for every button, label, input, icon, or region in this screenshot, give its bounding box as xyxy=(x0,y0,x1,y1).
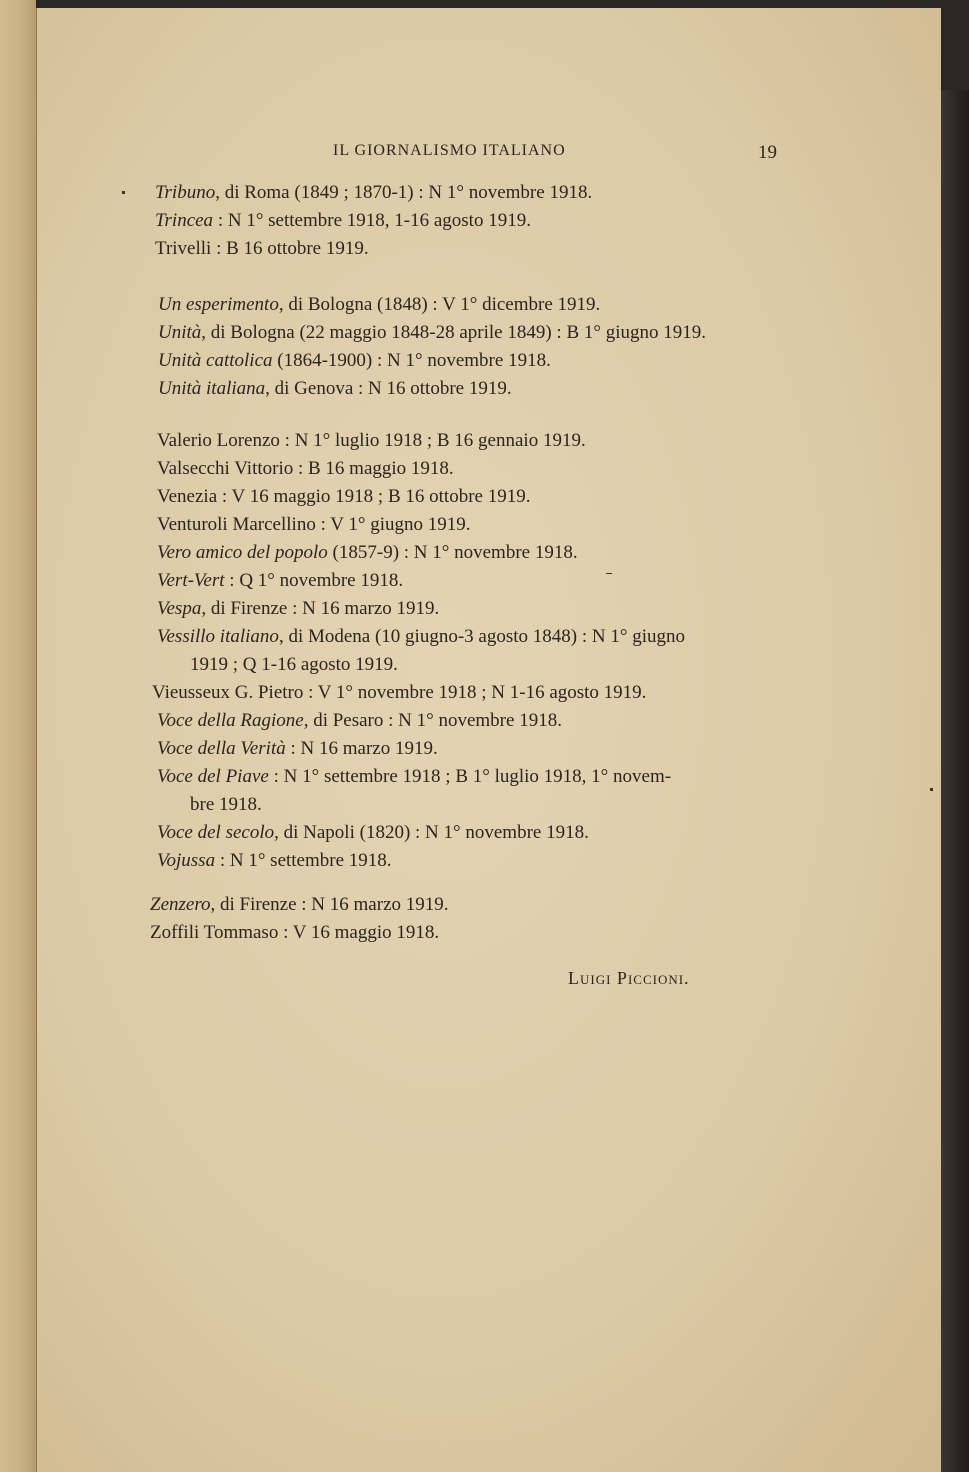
entry-title: Un esperimento xyxy=(158,294,279,315)
entry-line xyxy=(155,180,592,206)
entry-details: (1857-9) : N 1° novembre 1918. xyxy=(327,542,578,563)
entry-line xyxy=(157,596,439,622)
entry-line xyxy=(157,820,589,846)
entry-details: , di Bologna (1848) : V 1° dicembre 1919. xyxy=(278,294,601,315)
author-signature: Luigi Piccioni. xyxy=(568,968,690,988)
entry-line xyxy=(190,652,398,678)
entry-details: : Q 1° novembre 1918. xyxy=(224,570,404,591)
entry-line xyxy=(155,208,531,234)
entry-details: , di Napoli (1820) : N 1° novembre 1918. xyxy=(274,822,589,843)
entry-title: Vessillo italiano xyxy=(157,626,279,647)
entry-details: 1919 ; Q 1-16 agosto 1919. xyxy=(190,654,398,675)
running-title: IL GIORNALISMO ITALIANO xyxy=(333,142,566,159)
entry-line xyxy=(158,348,551,374)
entry-line xyxy=(157,624,685,650)
entry-line xyxy=(158,292,600,318)
ink-speck xyxy=(122,191,125,194)
entry-line xyxy=(157,456,454,482)
entry-details: : N 1° settembre 1918. xyxy=(215,850,392,871)
entry-line xyxy=(150,892,449,918)
book-spine xyxy=(0,0,36,1472)
entry-line xyxy=(157,848,392,874)
entry-title: Vert-Vert xyxy=(157,570,225,591)
entry-details: Trivelli : B 16 ottobre 1919. xyxy=(155,238,369,259)
entry-details: Valsecchi Vittorio : B 16 maggio 1918. xyxy=(157,458,454,479)
entry-line xyxy=(155,236,369,262)
entry-title: Voce della Verità xyxy=(157,738,286,759)
entry-line xyxy=(157,568,403,594)
entry-line xyxy=(152,680,646,706)
entry-title: Vespa xyxy=(157,598,202,619)
entry-details: Valerio Lorenzo : N 1° luglio 1918 ; B 16 gennaio 1919. xyxy=(157,430,586,451)
entry-details: Venezia : V 16 maggio 1918 ; B 16 ottobre 1919. xyxy=(157,486,531,507)
entry-details: bre 1918. xyxy=(190,794,262,815)
entry-details: Venturoli Marcellino : V 1° giugno 1919. xyxy=(157,514,471,535)
entry-details: , di Genova : N 16 ottobre 1919. xyxy=(265,378,512,399)
entry-details: : N 1° settembre 1918 ; B 1° luglio 1918, 1° novem- xyxy=(268,766,672,787)
page-edge-shadow xyxy=(941,90,969,1472)
entry-details: : N 16 marzo 1919. xyxy=(285,738,438,759)
entry-title: Unità cattolica xyxy=(158,350,273,371)
entry-title: Vero amico del popolo xyxy=(157,542,328,563)
ink-speck xyxy=(930,788,933,791)
entry-line xyxy=(157,764,671,790)
entry-line xyxy=(157,484,530,510)
entry-details: , di Modena (10 giugno-3 agosto 1848) : N 1° giugno xyxy=(278,626,685,647)
entry-details: , di Bologna (22 maggio 1848-28 aprile 1849) : B 1° giugno 1919. xyxy=(201,322,706,343)
entry-title: Unità italiana xyxy=(158,378,266,399)
entry-title: Zenzero xyxy=(150,894,211,915)
entry-details: , di Roma (1849 ; 1870-1) : N 1° novembre 1918. xyxy=(215,182,593,203)
entry-details: , di Firenze : N 16 marzo 1919. xyxy=(210,894,449,915)
entry-line xyxy=(157,540,578,566)
entry-details: , di Firenze : N 16 marzo 1919. xyxy=(201,598,440,619)
page-number: 19 xyxy=(758,142,777,163)
entry-title: Unità xyxy=(158,322,202,343)
entry-line xyxy=(158,376,512,402)
entry-details: : N 1° settembre 1918, 1-16 agosto 1919. xyxy=(213,210,531,231)
entry-line xyxy=(157,428,586,454)
entry-title: Voce del Piave xyxy=(157,766,269,787)
entry-line xyxy=(190,792,262,818)
entry-line xyxy=(157,512,471,538)
entry-details: Vieusseux G. Pietro : V 1° novembre 1918 ; N 1-16 agosto 1919. xyxy=(152,682,647,703)
entry-details: Zoffili Tommaso : V 16 maggio 1918. xyxy=(150,922,440,943)
entry-title: Vojussa xyxy=(157,850,216,871)
entry-details: (1864-1900) : N 1° novembre 1918. xyxy=(272,350,551,371)
entry-title: Tribuno xyxy=(155,182,216,203)
entry-line xyxy=(157,736,438,762)
entry-line xyxy=(158,320,706,346)
entry-title: Trincea xyxy=(155,210,214,231)
entry-title: Voce della Ragione xyxy=(157,710,304,731)
entry-details: , di Pesaro : N 1° novembre 1918. xyxy=(303,710,562,731)
entry-line xyxy=(157,708,562,734)
entry-title: Voce del secolo xyxy=(157,822,275,843)
entry-line xyxy=(150,920,439,946)
ink-speck xyxy=(606,573,612,574)
